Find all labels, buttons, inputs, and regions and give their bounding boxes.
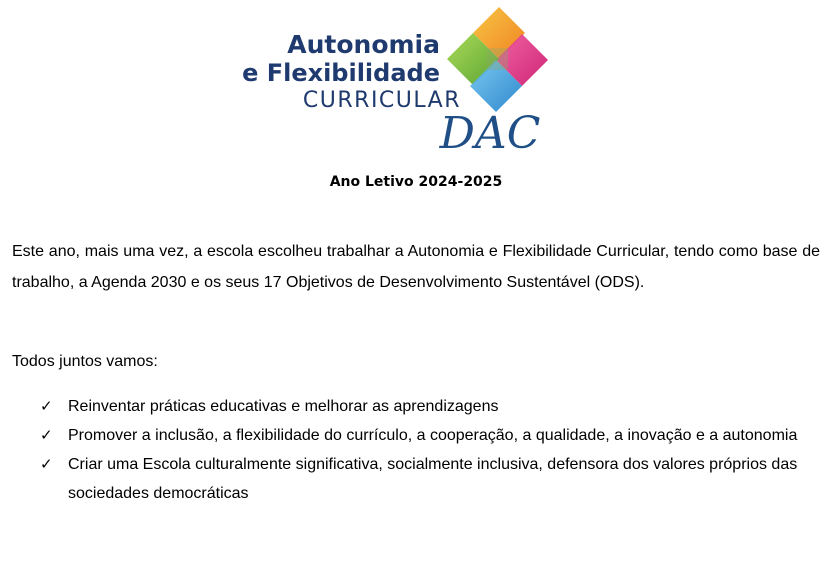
logo-line-curricular: CURRICULAR	[302, 88, 461, 113]
goal-text: Promover a inclusão, a flexibilidade do currículo, a cooperação, a qualidade, a inovação e a autonomia	[68, 427, 798, 444]
list-item	[0, 450, 832, 508]
logo-acronym-dac: DAC	[439, 108, 541, 159]
color-diamond-icon	[447, 7, 548, 112]
goal-text: Criar uma Escola culturalmente significativa, socialmente inclusiva, defensora dos valores próprios das sociedades democráticas	[68, 456, 798, 502]
together-label: Todos juntos vamos:	[12, 353, 158, 370]
check-icon: ✓	[40, 426, 53, 444]
check-icon: ✓	[40, 455, 53, 473]
list-item	[0, 421, 832, 450]
logo-line-flexibilidade: e Flexibilidade	[242, 59, 440, 87]
intro-paragraph: Este ano, mais uma vez, a escola escolheu trabalhar a Autonomia e Flexibilidade Curricular, tendo como base de trabalho, a Agenda 2030 e os seus 17 Objetivos de Desenvolvimento Sustentável (ODS).	[12, 243, 820, 291]
list-item	[0, 392, 832, 421]
check-icon: ✓	[40, 397, 53, 415]
school-year-heading: Ano Letivo 2024-2025	[329, 174, 503, 190]
logo-line-autonomia: Autonomia	[287, 30, 440, 59]
afc-logo	[242, 4, 564, 159]
goals-list	[0, 392, 832, 508]
afc-logo-graphic	[242, 4, 564, 159]
goal-text: Reinventar práticas educativas e melhorar as aprendizagens	[68, 398, 499, 415]
